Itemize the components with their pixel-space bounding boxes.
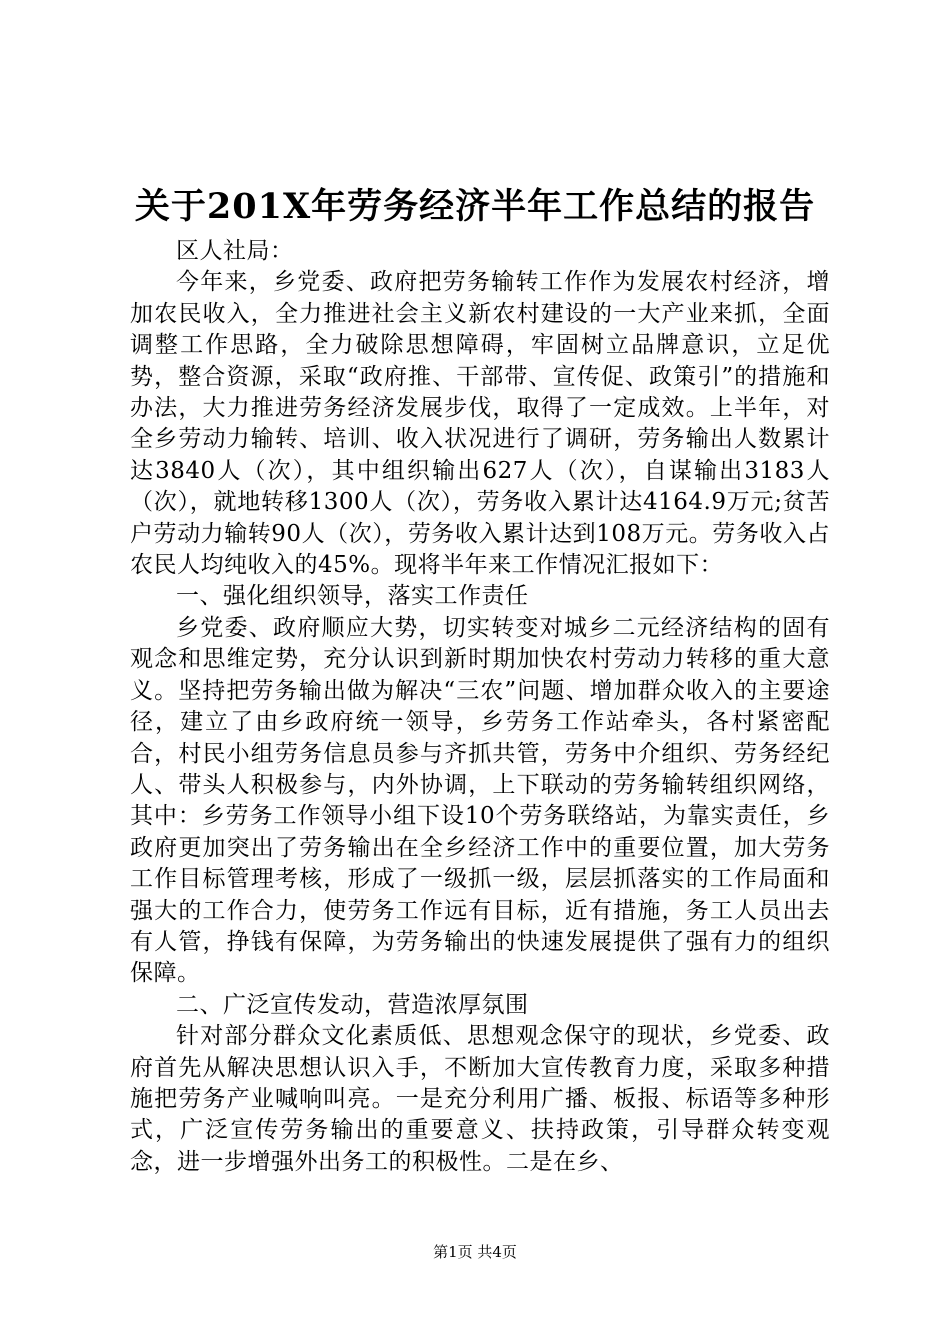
document-title: 关于201X年劳务经济半年工作总结的报告 <box>134 186 816 227</box>
page-footer: 第1页 共4页 <box>433 1243 517 1261</box>
paragraph-section-2: 针对部分群众文化素质低、思想观念保守的现状，乡党委、政府首先从解决思想认识入手，不断加大宣传教育力度，采取多种措施把劳务产业喊响叫亮。一是充分利用广播、板报、标语等多种形式，广泛宣传劳务输出的重要意义、扶持政策，引导群众转变观念，进一步增强外出务工的积极性。二是在乡、 <box>130 1023 830 1175</box>
paragraph-intro: 今年来，乡党委、政府把劳务输转工作作为发展农村经济，增加农民收入，全力推进社会主义新农村建设的一大产业来抓，全面调整工作思路，全力破除思想障碍，牢固树立品牌意识，立足优势，整合资源，采取“政府推、干部带、宣传促、政策引”的措施和办法，大力推进劳务经济发展步伐，取得了一定成效。上半年，对全乡劳动力输转、培训、收入状况进行了调研，劳务输出人数累计达3840人（次），其中组织输出627人（次），自谋输出3183人（次），就地转移1300人（次），劳务收入累计达4164.9万元;贫苦户劳动力输转90人（次），劳务收入累计达到108万元。劳务收入占农民人均纯收入的45%。现将半年来工作情况汇报如下： <box>130 269 830 579</box>
section-heading-1: 一、强化组织领导，落实工作责任 <box>176 583 529 610</box>
salutation: 区人社局： <box>176 238 294 264</box>
section-heading-2: 二、广泛宣传发动，营造浓厚氛围 <box>176 991 529 1018</box>
paragraph-section-1: 乡党委、政府顺应大势，切实转变对城乡二元经济结构的固有观念和思维定势，充分认识到新时期加快农村劳动力转移的重大意义。坚持把劳务输出做为解决“三农”问题、增加群众收入的主要途径，建立了由乡政府统一领导，乡劳务工作站牵头，各村紧密配合，村民小组劳务信息员参与齐抓共管，劳务中介组织、劳务经纪人、带头人积极参与，内外协调，上下联动的劳务输转组织网络，其中：乡劳务工作领导小组下设10个劳务联络站，为靠实责任，乡政府更加突出了劳务输出在全乡经济工作中的重要位置，加大劳务工作目标管理考核，形成了一级抓一级，层层抓落实的工作局面和强大的工作合力，使劳务工作远有目标，近有措施，务工人员出去有人管，挣钱有保障，为劳务输出的快速发展提供了强有力的组织保障。 <box>130 614 830 987</box>
document-body <box>130 236 830 1178</box>
